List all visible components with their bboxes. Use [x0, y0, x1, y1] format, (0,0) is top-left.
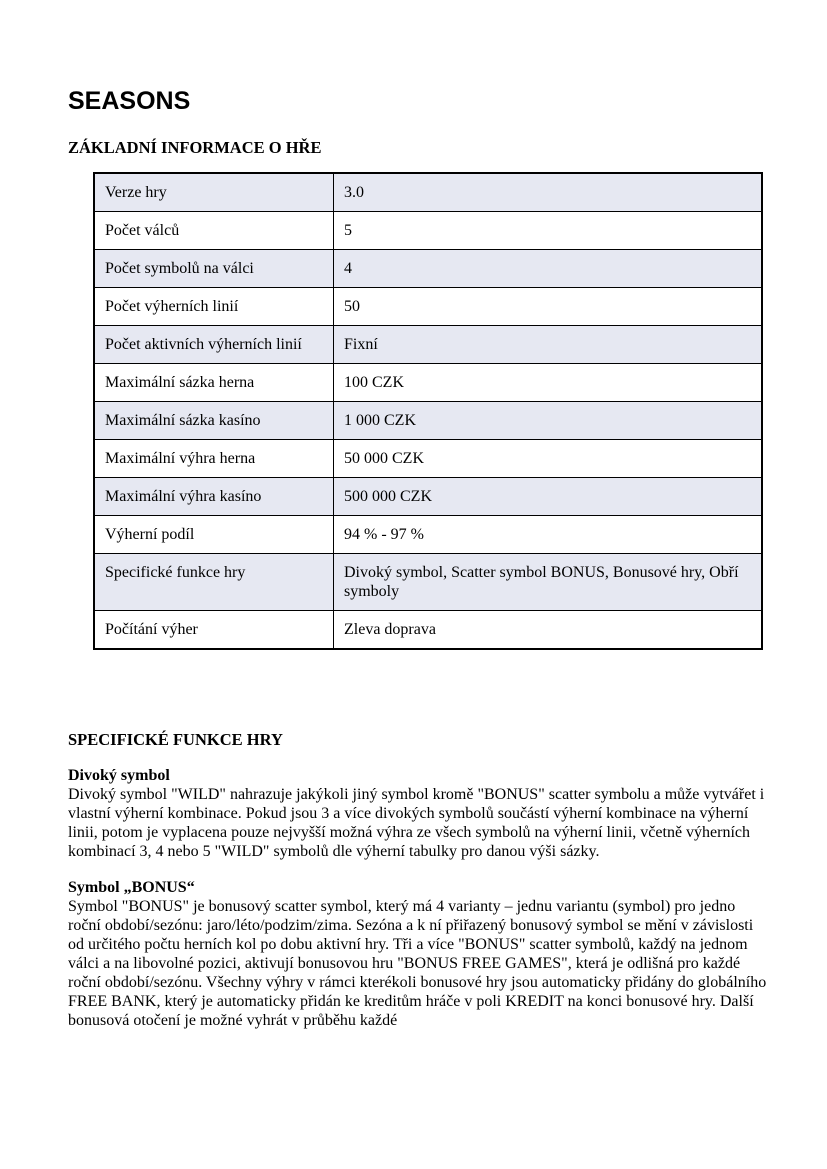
- row-label: Počítání výher: [94, 611, 334, 650]
- row-label: Výherní podíl: [94, 516, 334, 554]
- subsection-title: Symbol „BONUS“: [68, 879, 195, 896]
- row-value: 100 CZK: [334, 364, 763, 402]
- row-value: Zleva doprava: [334, 611, 763, 650]
- table-row: [94, 402, 762, 440]
- basic-info-table: [93, 172, 763, 650]
- basic-info-heading: ZÁKLADNÍ INFORMACE O HŘE: [68, 138, 322, 157]
- table-row: [94, 250, 762, 288]
- row-value: 5: [334, 212, 763, 250]
- page-title: SEASONS: [68, 87, 191, 115]
- row-value: Fixní: [334, 326, 763, 364]
- subsection-title: Divoký symbol: [68, 767, 170, 784]
- table-row: [94, 212, 762, 250]
- row-value: 3.0: [334, 173, 763, 212]
- subsection-body: Divoký symbol "WILD" nahrazuje jakýkoli jiný symbol kromě "BONUS" scatter symbolu a může vytvářet i vlastní výherní kombinace. Pokud jsou 3 a více divokých symbolů součástí výherní kombinace na výherní linii, potom je vyplacena pouze nejvyšší možná výhra ze všech symbolů na výherní linii, včetně výherních kombinací 3, 4 nebo 5 "WILD" symbolů dle výherní tabulky pro danou výši sázky.: [68, 786, 765, 860]
- row-label: Specifické funkce hry: [94, 554, 334, 611]
- row-label: Maximální výhra herna: [94, 440, 334, 478]
- row-label: Verze hry: [94, 173, 334, 212]
- table-row: [94, 326, 762, 364]
- table-row: [94, 173, 762, 212]
- table-row: [94, 611, 762, 650]
- row-value: 94 % - 97 %: [334, 516, 763, 554]
- subsection-wild-symbol: [68, 766, 763, 861]
- table-row: [94, 364, 762, 402]
- subsection-bonus-symbol: [68, 878, 767, 1030]
- row-label: Maximální sázka herna: [94, 364, 334, 402]
- subsection-body: Symbol "BONUS" je bonusový scatter symbol, který má 4 varianty – jednu variantu (symbol) pro jedno roční období/sezónu: jaro/léto/podzim/zima. Sezóna a k ní přiřazený bonusový symbol se mění v závislosti od určitého počtu herních kol po dobu aktivní hry. Tři a více "BONUS" scatter symbolů, každý na jednom válci a na libovolné pozici, aktivují bonusovou hru "BONUS FREE GAMES", která je odlišná pro každé roční období/sezónu. Všechny výhry v rámci kterékoli bonusové hry jsou automaticky přidány do globálního FREE BANK, který je automaticky přidán ke kreditům hráče v poli KREDIT na konci bonusové hry. Další bonusová otočení je možné vyhrát v průběhu každé: [68, 898, 767, 1029]
- basic-info-table-body: [94, 173, 762, 649]
- row-label: Počet symbolů na válci: [94, 250, 334, 288]
- row-value: 50 000 CZK: [334, 440, 763, 478]
- table-row: [94, 288, 762, 326]
- row-label: Počet aktivních výherních linií: [94, 326, 334, 364]
- row-value: Divoký symbol, Scatter symbol BONUS, Bonusové hry, Obří symboly: [334, 554, 763, 611]
- table-row: [94, 516, 762, 554]
- row-value: 1 000 CZK: [334, 402, 763, 440]
- row-value: 4: [334, 250, 763, 288]
- table-row: [94, 554, 762, 611]
- row-label: Počet válců: [94, 212, 334, 250]
- row-label: Maximální výhra kasíno: [94, 478, 334, 516]
- row-label: Počet výherních linií: [94, 288, 334, 326]
- functions-heading: SPECIFICKÉ FUNKCE HRY: [68, 730, 283, 749]
- row-label: Maximální sázka kasíno: [94, 402, 334, 440]
- row-value: 50: [334, 288, 763, 326]
- table-row: [94, 440, 762, 478]
- table-row: [94, 478, 762, 516]
- row-value: 500 000 CZK: [334, 478, 763, 516]
